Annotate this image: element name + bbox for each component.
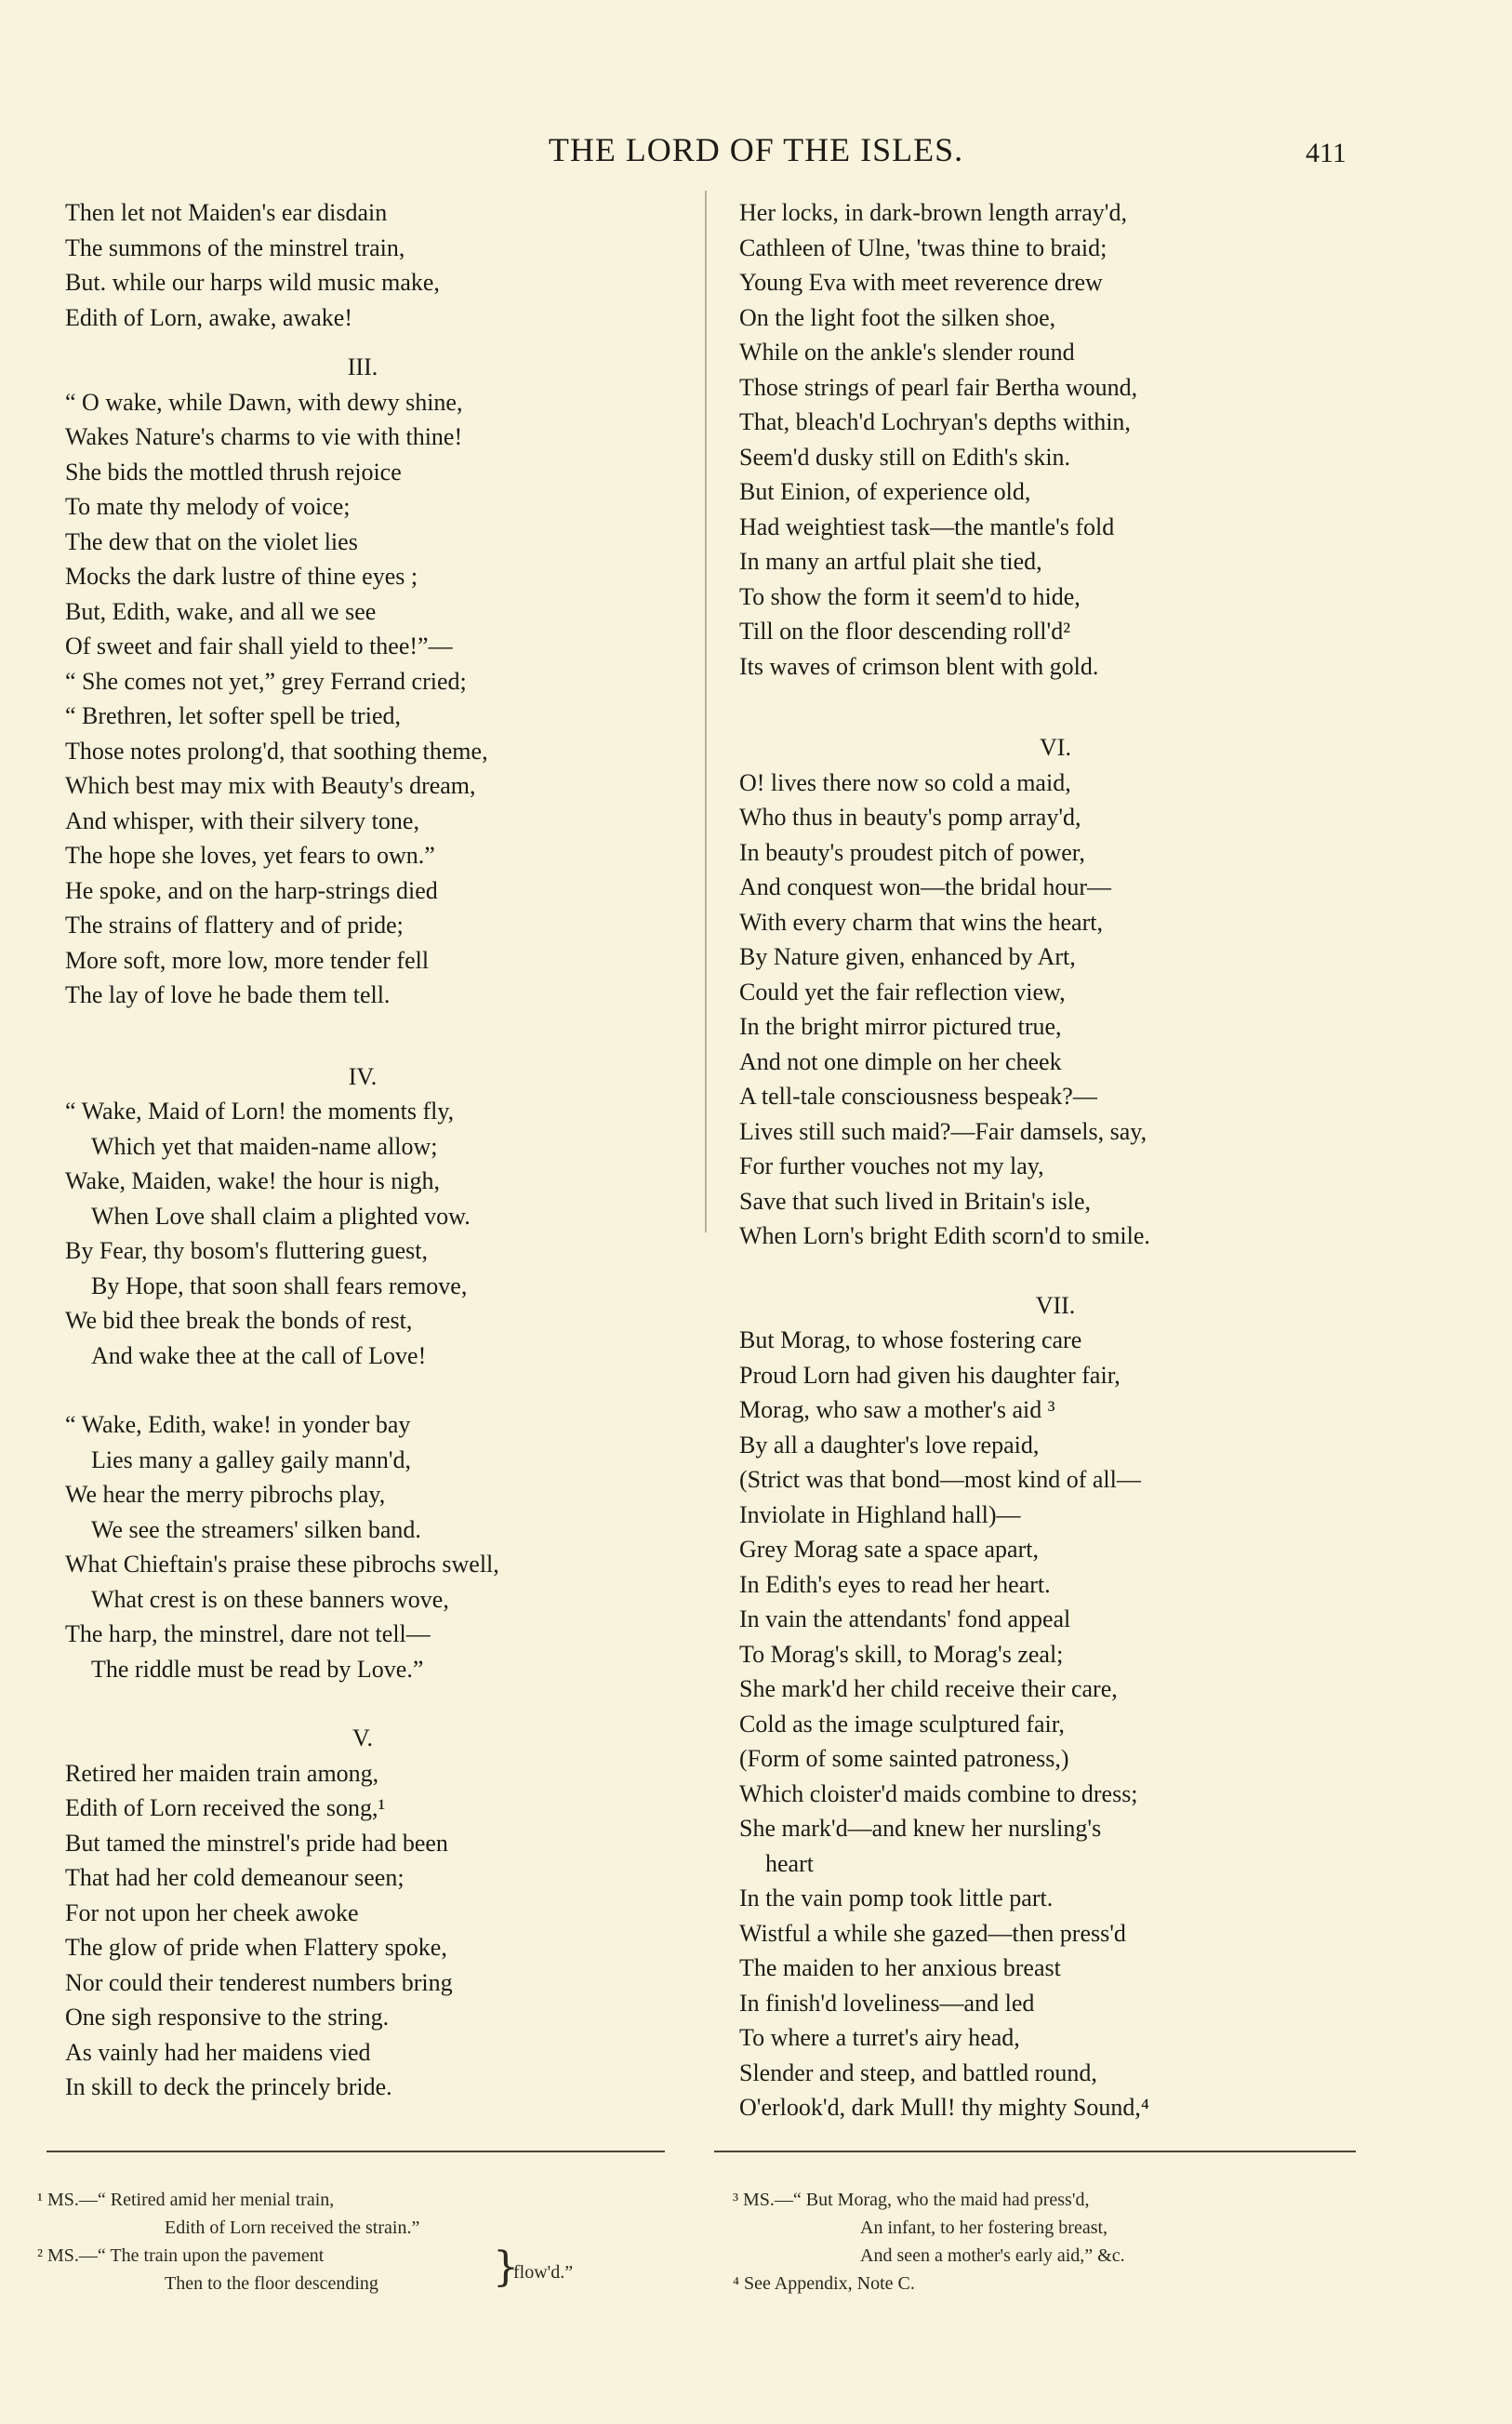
verse-line: Young Eva with meet reverence drew xyxy=(739,269,1103,296)
verse-block xyxy=(65,1094,660,1373)
verse-line: Seem'd dusky still on Edith's skin. xyxy=(739,443,1071,471)
verse-line: But, Edith, wake, and all we see xyxy=(65,597,377,625)
verse-line: Mocks the dark lustre of thine eyes ; xyxy=(65,563,418,590)
footnote-2-line: ² MS.—“ The train upon the pavement xyxy=(37,2245,325,2266)
footnote-1: ¹ MS.—“ Retired amid her menial train, xyxy=(37,2190,335,2210)
verse-line: Which best may mix with Beauty's dream, xyxy=(65,772,476,799)
verse-line: The dew that on the violet lies xyxy=(65,527,358,555)
verse-line: By Nature given, enhanced by Art, xyxy=(739,943,1076,970)
verse-line: What crest is on these banners wove, xyxy=(91,1585,449,1613)
verse-line: In the bright mirror pictured true, xyxy=(739,1013,1062,1040)
verse-line: Save that such lived in Britain's isle, xyxy=(739,1187,1092,1215)
footnote-3-continued: An infant, to her fostering breast, xyxy=(860,2218,1108,2238)
verse-line: Those strings of pearl fair Bertha wound, xyxy=(739,373,1138,401)
verse-line: He spoke, and on the harp-strings died xyxy=(65,876,438,904)
page-number: 411 xyxy=(1306,138,1346,168)
verse-line: O'erlook'd, dark Mull! thy mighty Sound,⁴ xyxy=(739,2094,1149,2121)
verse-line: To mate thy melody of voice; xyxy=(65,493,351,520)
verse-line: And conquest won—the bridal hour— xyxy=(739,873,1112,900)
verse-line: (Strict was that bond—most kind of all— xyxy=(739,1466,1141,1493)
verse-line: Lives still such maid?—Fair damsels, say, xyxy=(739,1117,1147,1145)
verse-line: Retired her maiden train among, xyxy=(65,1759,379,1787)
footnote-2-line: Then to the floor descending xyxy=(165,2273,378,2294)
brace-glyph: } xyxy=(493,2244,519,2291)
verse-line: A tell-tale consciousness bespeak?— xyxy=(739,1083,1097,1110)
verse-line: When Lorn's bright Edith scorn'd to smile. xyxy=(739,1222,1150,1249)
verse-line: In beauty's proudest pitch of power, xyxy=(739,838,1085,866)
verse-line: Had weightiest task—the mantle's fold xyxy=(739,513,1115,540)
verse-line: For further vouches not my lay, xyxy=(739,1152,1044,1179)
verse-line: Who thus in beauty's pomp array'd, xyxy=(739,804,1081,831)
footnote-3: ³ MS.—“ But Morag, who the maid had press'd, xyxy=(733,2190,1090,2210)
verse-line: To Morag's skill, to Morag's zeal; xyxy=(739,1640,1064,1668)
verse-block xyxy=(739,195,1372,684)
verse-line: Cold as the image sculptured fair, xyxy=(739,1710,1065,1738)
verse-line: Cathleen of Ulne, 'twas thine to braid; xyxy=(739,233,1107,261)
verse-line: We hear the merry pibrochs play, xyxy=(65,1481,386,1508)
verse-line: One sigh responsive to the string. xyxy=(65,2004,390,2031)
verse-line: Edith of Lorn received the song,¹ xyxy=(65,1794,386,1821)
footnote-rule xyxy=(46,2151,665,2152)
verse-line: The strains of flattery and of pride; xyxy=(65,912,404,939)
verse-line: Wakes Nature's charms to vie with thine! xyxy=(65,423,463,450)
section-heading: VII. xyxy=(1035,1291,1076,1319)
verse-line: She bids the mottled thrush rejoice xyxy=(65,458,402,486)
verse-line: “ She comes not yet,” grey Ferrand cried; xyxy=(65,667,467,695)
verse-line: We bid thee break the bonds of rest, xyxy=(65,1307,413,1334)
footnote-2 xyxy=(37,2242,651,2297)
verse-line: The hope she loves, yet fears to own.” xyxy=(65,842,435,869)
verse-line: Wake, Maiden, wake! the hour is nigh, xyxy=(65,1167,440,1194)
right-column xyxy=(739,195,1372,2125)
verse-line: To show the form it seem'd to hide, xyxy=(739,582,1081,610)
verse-line: The lay of love he bade them tell. xyxy=(65,981,391,1008)
verse-line: But tamed the minstrel's pride had been xyxy=(65,1829,448,1857)
verse-line: The maiden to her anxious breast xyxy=(739,1954,1061,1981)
verse-line: Which cloister'd maids combine to dress; xyxy=(739,1779,1138,1807)
verse-line: But Einion, of experience old, xyxy=(739,478,1031,505)
verse-line: That, bleach'd Lochryan's depths within, xyxy=(739,408,1131,435)
verse-line: (Form of some sainted patroness,) xyxy=(739,1745,1069,1772)
verse-line: Which yet that maiden-name allow; xyxy=(91,1132,438,1160)
verse-line: We see the streamers' silken band. xyxy=(91,1515,421,1543)
verse-line: By all a daughter's love repaid, xyxy=(739,1431,1040,1458)
footnotes-left xyxy=(37,2186,651,2297)
verse-line: O! lives there now so cold a maid, xyxy=(739,768,1071,796)
verse-line: By Fear, thy bosom's fluttering guest, xyxy=(65,1237,428,1264)
left-column xyxy=(65,195,660,2105)
running-title: THE LORD OF THE ISLES. xyxy=(548,131,964,168)
verse-line: More soft, more low, more tender fell xyxy=(65,946,430,974)
verse-line: By Hope, that soon shall fears remove, xyxy=(91,1272,468,1299)
verse-line: Could yet the fair reflection view, xyxy=(739,978,1066,1006)
verse-line: Edith of Lorn, awake, awake! xyxy=(65,303,352,331)
verse-line: But. while our harps wild music make, xyxy=(65,269,440,296)
footnote-rule xyxy=(714,2151,1356,2152)
verse-line: Morag, who saw a mother's aid ³ xyxy=(739,1396,1055,1423)
verse-line: In finish'd loveliness—and led xyxy=(739,1989,1035,2017)
verse-line: To where a turret's airy head, xyxy=(739,2024,1020,2051)
verse-line: Of sweet and fair shall yield to thee!”— xyxy=(65,633,453,659)
verse-line: Grey Morag sate a space apart, xyxy=(739,1536,1039,1563)
verse-line: Inviolate in Highland hall)— xyxy=(739,1500,1021,1528)
section-heading: III. xyxy=(347,353,378,380)
verse-line: While on the ankle's slender round xyxy=(739,339,1075,366)
verse-line: Proud Lorn had given his daughter fair, xyxy=(739,1361,1121,1389)
verse-line: Its waves of crimson blent with gold. xyxy=(739,652,1099,680)
verse-line: In skill to deck the princely bride. xyxy=(65,2073,392,2100)
footnote-2-shared-word: flow'd.” xyxy=(513,2262,574,2283)
verse-line: “ Brethren, let softer spell be tried, xyxy=(65,702,401,729)
verse-line: For not upon her cheek awoke xyxy=(65,1898,359,1926)
verse-block xyxy=(739,766,1372,1254)
verse-line: In Edith's eyes to read her heart. xyxy=(739,1570,1051,1598)
verse-line: The glow of pride when Flattery spoke, xyxy=(65,1934,447,1961)
verse-block xyxy=(65,1407,660,1686)
verse-line: In the vain pomp took little part. xyxy=(739,1885,1054,1911)
verse-line: Nor could their tenderest numbers bring xyxy=(65,1968,453,1996)
verse-line: heart xyxy=(765,1849,814,1877)
verse-line: In vain the attendants' fond appeal xyxy=(739,1605,1071,1632)
verse-line: Then let not Maiden's ear disdain xyxy=(65,199,388,226)
verse-line: That had her cold demeanour seen; xyxy=(65,1864,405,1891)
footnotes-right xyxy=(733,2186,1346,2297)
footnote-3-continued: And seen a mother's early aid,” &c. xyxy=(860,2245,1125,2266)
verse-line: “ O wake, while Dawn, with dewy shine, xyxy=(65,388,463,416)
verse-line: The harp, the minstrel, dare not tell— xyxy=(65,1620,431,1647)
verse-line: Those notes prolong'd, that soothing theme, xyxy=(65,737,488,765)
verse-block xyxy=(739,1323,1372,2125)
verse-line: But Morag, to whose fostering care xyxy=(739,1326,1082,1353)
section-heading: IV. xyxy=(348,1062,378,1090)
verse-line: And not one dimple on her cheek xyxy=(739,1047,1062,1075)
verse-line: Till on the floor descending roll'd² xyxy=(739,618,1070,645)
verse-block xyxy=(65,195,660,335)
verse-block xyxy=(65,385,660,1013)
footnote-1-continued: Edith of Lorn received the strain.” xyxy=(165,2218,420,2238)
verse-line: On the light foot the silken shoe, xyxy=(739,303,1056,331)
verse-line: Her locks, in dark-brown length array'd, xyxy=(739,199,1127,226)
verse-line: And whisper, with their silvery tone, xyxy=(65,806,419,834)
verse-line: She mark'd—and knew her nursling's xyxy=(739,1815,1102,1842)
verse-line: The summons of the minstrel train, xyxy=(65,233,405,261)
verse-line: In many an artful plait she tied, xyxy=(739,548,1042,575)
verse-line: And wake thee at the call of Love! xyxy=(91,1341,427,1369)
verse-line: Lies many a galley gaily mann'd, xyxy=(91,1445,412,1473)
verse-line: With every charm that wins the heart, xyxy=(739,908,1103,936)
verse-line: As vainly had her maidens vied xyxy=(65,2038,371,2066)
verse-line: Wistful a while she gazed—then press'd xyxy=(739,1919,1126,1947)
verse-line: What Chieftain's praise these pibrochs swell, xyxy=(65,1551,499,1578)
verse-block xyxy=(65,1756,660,2105)
section-heading: V. xyxy=(352,1725,373,1751)
verse-line: “ Wake, Maid of Lorn! the moments fly, xyxy=(65,1098,455,1125)
verse-line: The riddle must be read by Love.” xyxy=(91,1655,424,1683)
verse-line: When Love shall claim a plighted vow. xyxy=(91,1202,471,1230)
footnote-4: ⁴ See Appendix, Note C. xyxy=(733,2273,915,2294)
section-heading: VI. xyxy=(1040,734,1071,761)
verse-line: Slender and steep, and battled round, xyxy=(739,2058,1097,2086)
column-divider xyxy=(705,191,707,1232)
verse-line: “ Wake, Edith, wake! in yonder bay xyxy=(65,1411,411,1438)
verse-line: She mark'd her child receive their care, xyxy=(739,1675,1118,1702)
